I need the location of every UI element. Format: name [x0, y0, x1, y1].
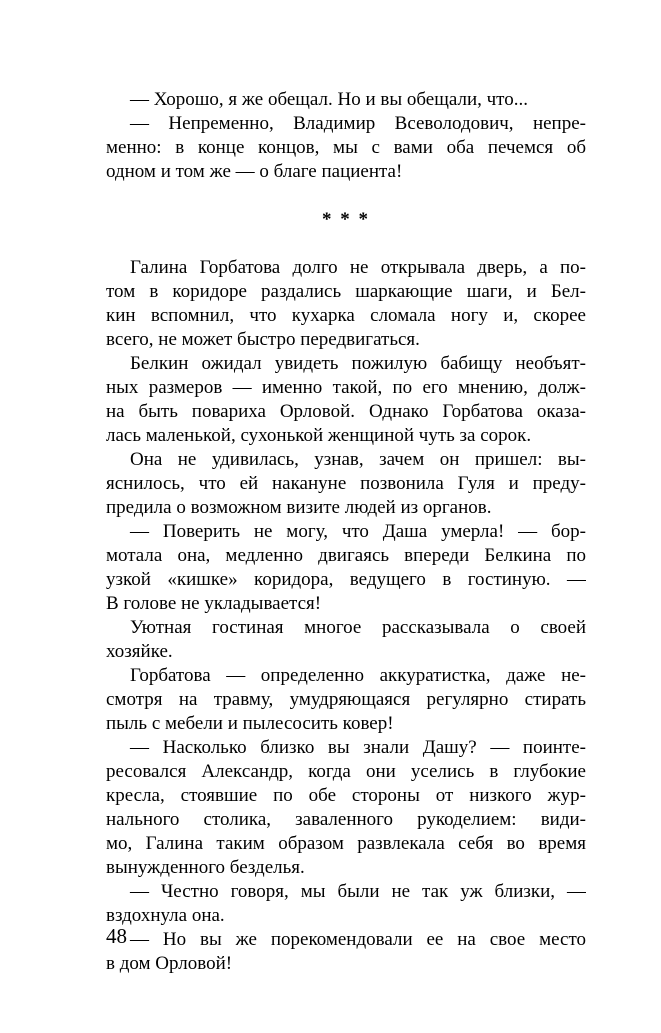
paragraph	[106, 352, 586, 448]
text-line: кресла, стоявшие по обе стороны от низкого жур-	[106, 785, 586, 806]
paragraph	[106, 616, 586, 664]
text-line: нального столика, заваленного рукоделием: види-	[106, 809, 586, 830]
paragraph	[106, 736, 586, 880]
paragraph	[106, 880, 586, 928]
text-line: вздохнула она.	[106, 905, 225, 926]
text-line: ресовался Александр, когда они уселись в глубокие	[106, 761, 586, 782]
text-line: в дом Орловой!	[106, 953, 233, 974]
text-line: мотала она, медленно двигаясь впереди Белкина по	[106, 545, 586, 566]
paragraph	[106, 520, 586, 616]
paragraph	[106, 256, 586, 352]
page-number: 48	[106, 924, 127, 948]
narrative-block	[106, 256, 586, 976]
text-line: всего, не может быстро передвигаться.	[106, 329, 420, 350]
text-line: Она не удивилась, узнав, зачем он пришел: вы-	[130, 449, 586, 470]
section-separator: * * *	[322, 209, 370, 230]
text-line: Горбатова — определенно аккуратистка, даже не-	[130, 665, 586, 686]
text-line: — Поверить не могу, что Даша умерла! — бор-	[130, 521, 586, 542]
text-line: хозяйке.	[106, 641, 173, 662]
text-line: — Честно говоря, мы были не так уж близки, —	[130, 881, 586, 902]
text-line: узкой «кишке» коридора, ведущего в гостиную. —	[106, 569, 586, 590]
text-line: ных размеров — именно такой, по его мнению, долж-	[106, 377, 586, 398]
text-line: смотря на травму, умудряющаяся регулярно стирать	[106, 689, 586, 710]
text-line: мо, Галина таким образом развлекала себя во время	[106, 833, 586, 854]
dialogue-block-top	[106, 88, 586, 184]
text-line: яснилось, что ей накануне позвонила Гуля и преду-	[106, 473, 586, 494]
text-line: вынужденного безделья.	[106, 857, 305, 878]
text-line: В голове не укладывается!	[106, 593, 322, 614]
paragraph	[106, 88, 586, 112]
text-line: — Непременно, Владимир Всеволодович, непре-	[130, 113, 586, 134]
text-line: Уютная гостиная многое рассказывала о своей	[130, 617, 586, 638]
text-line: — Насколько близко вы знали Дашу? — поинте-	[130, 737, 586, 758]
text-line: Белкин ожидал увидеть пожилую бабищу необъят-	[130, 353, 586, 374]
text-line: — Но вы же порекомендовали ее на свое место	[130, 929, 586, 950]
text-line: кин вспомнил, что кухарка сломала ногу и, скорее	[106, 305, 586, 326]
paragraph	[106, 928, 586, 976]
page-text-column	[106, 88, 586, 976]
text-line: — Хорошо, я же обещал. Но и вы обещали, что...	[130, 89, 528, 110]
text-line: пыль с мебели и пылесосить ковер!	[106, 713, 394, 734]
paragraph	[106, 112, 586, 184]
text-line: одном и том же — о благе пациента!	[106, 161, 403, 182]
text-line: Галина Горбатова долго не открывала дверь, а по-	[130, 257, 586, 278]
text-line: лась маленькой, сухонькой женщиной чуть за сорок.	[106, 425, 532, 446]
text-line: менно: в конце концов, мы с вами оба печемся об	[106, 137, 586, 158]
paragraph	[106, 448, 586, 520]
text-line: предила о возможном визите людей из органов.	[106, 497, 492, 518]
text-line: том в коридоре раздались шаркающие шаги, и Бел-	[106, 281, 586, 302]
paragraph	[106, 664, 586, 736]
text-line: на быть повариха Орловой. Однако Горбатова оказа-	[106, 401, 586, 422]
